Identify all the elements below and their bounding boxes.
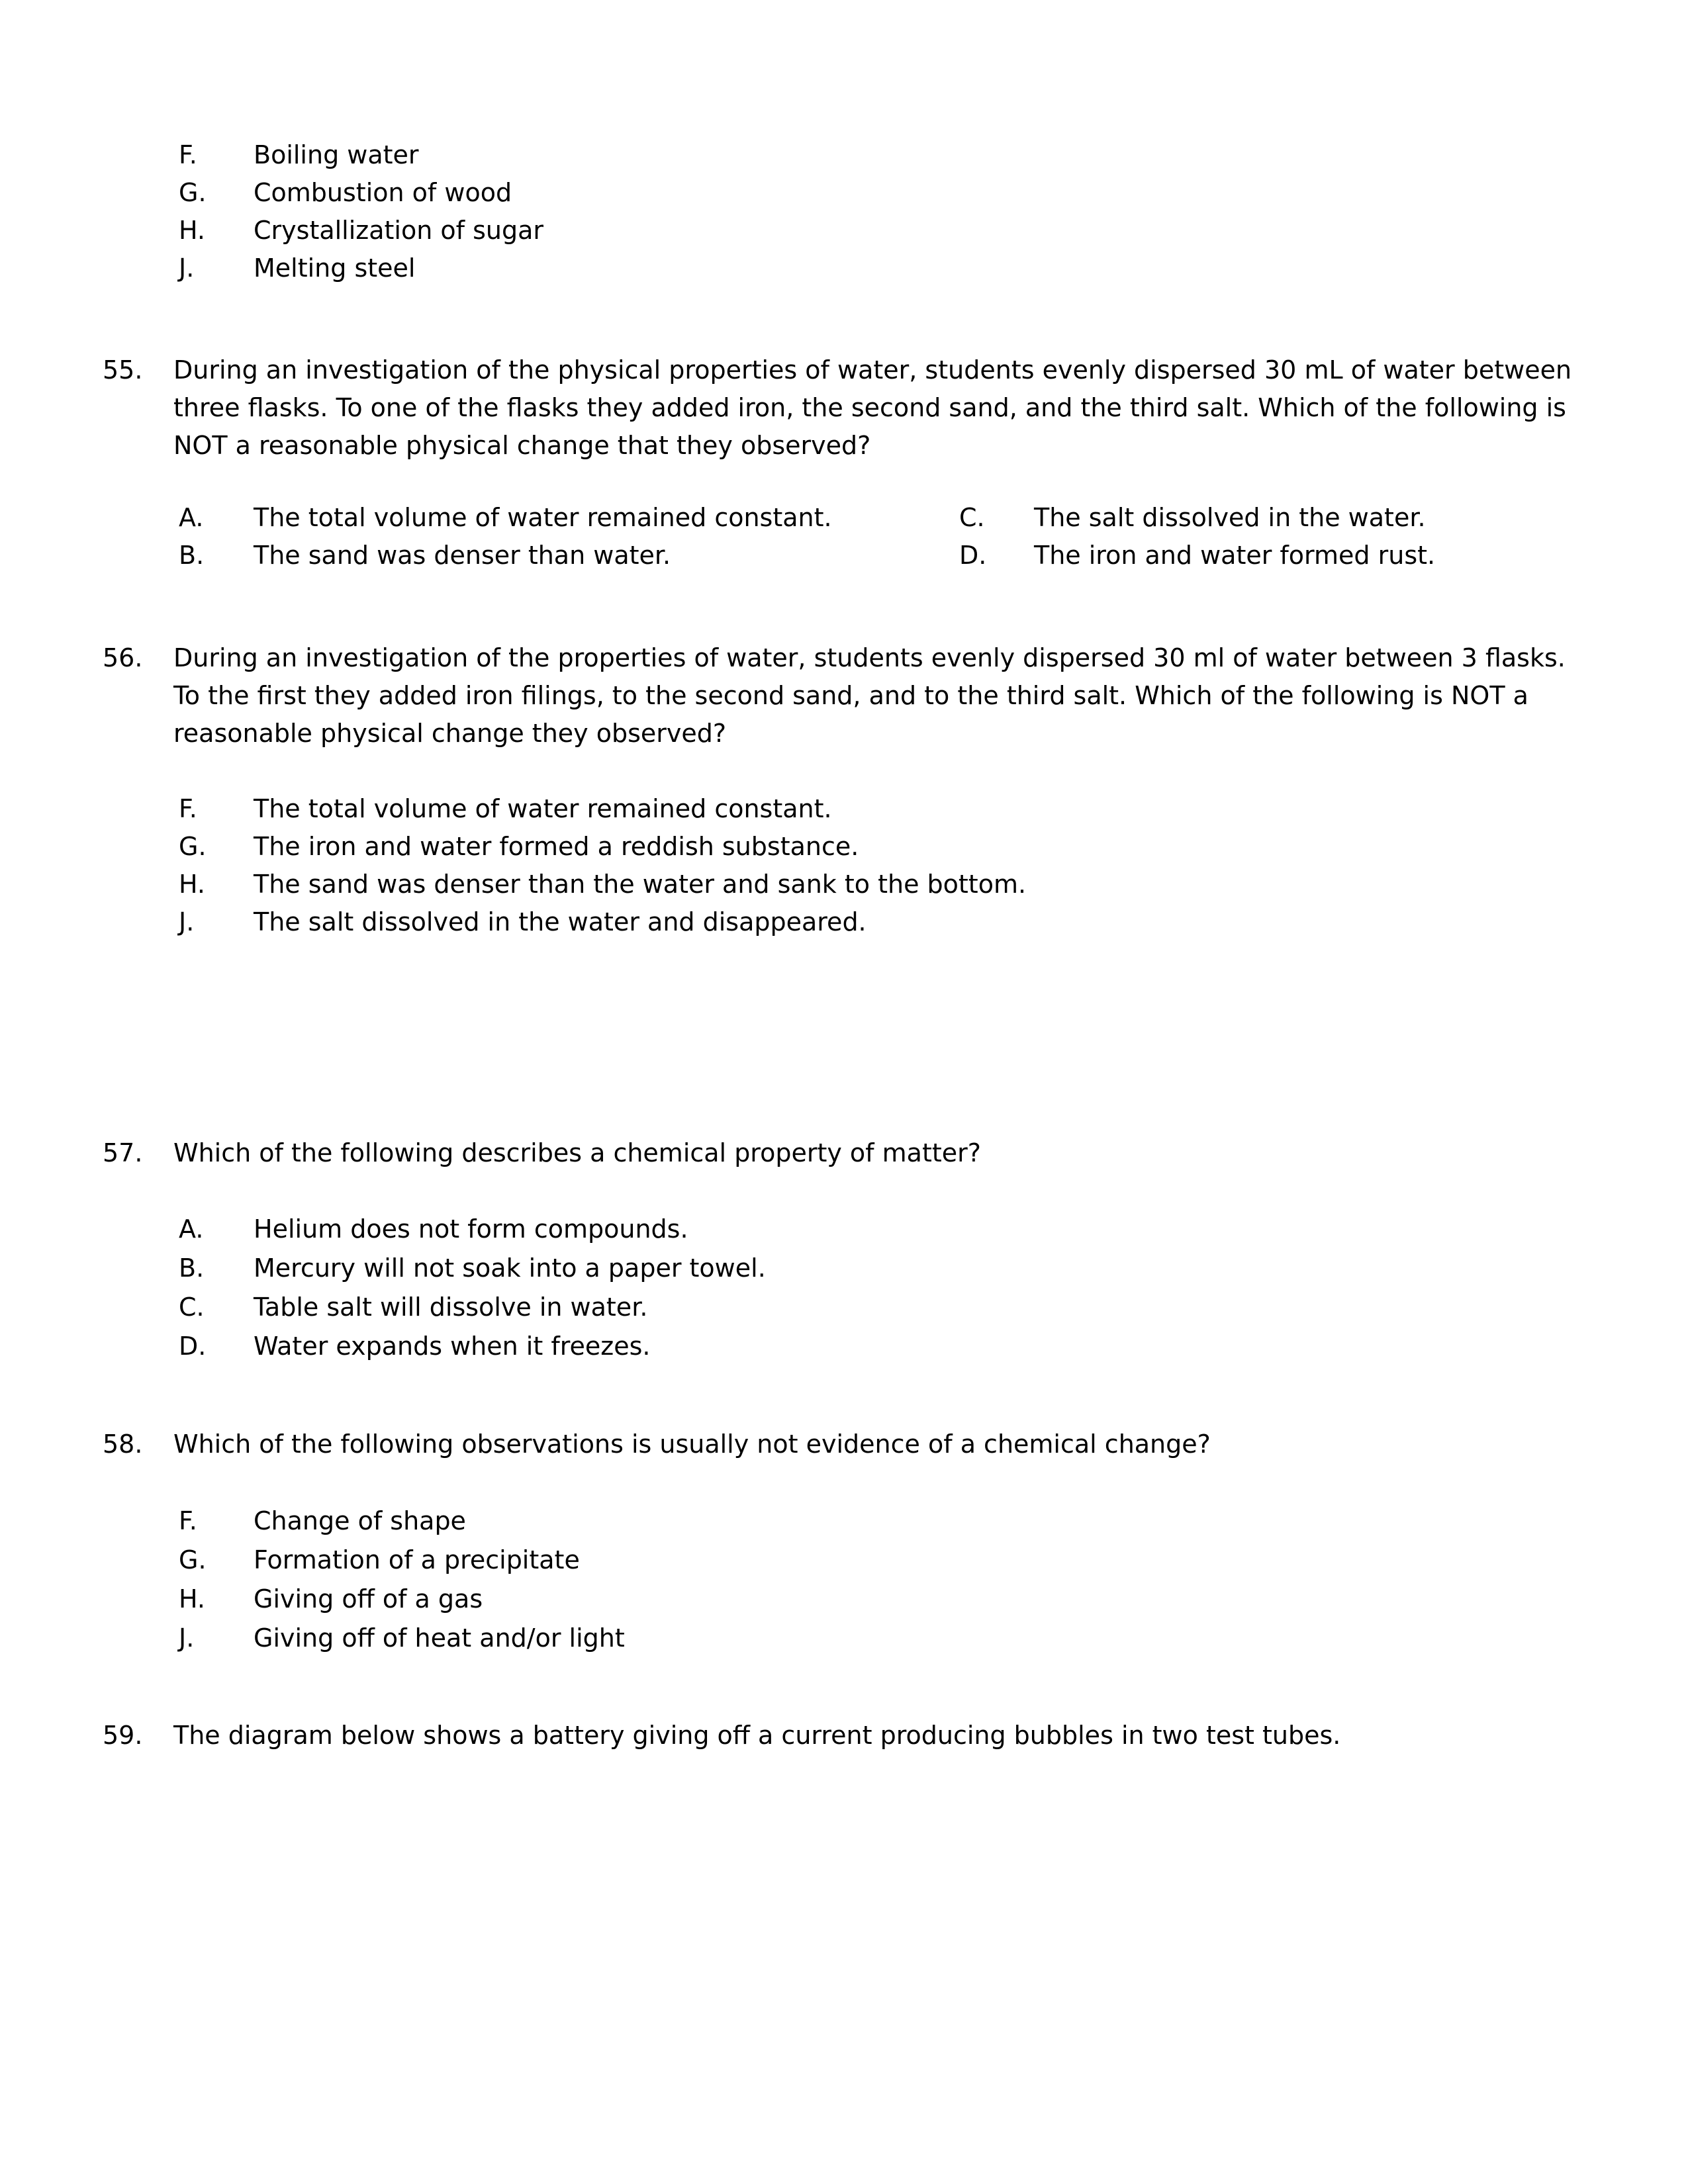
option-text: Giving off of a gas <box>254 1584 483 1614</box>
question-58 <box>103 1426 1590 1463</box>
option-text: Melting steel <box>254 253 416 283</box>
question-text: Which of the following describes a chemical property of matter? <box>173 1138 981 1167</box>
option-row <box>179 1210 766 1249</box>
option-letter: J. <box>179 253 195 283</box>
option-letter: F. <box>179 794 197 823</box>
option-row <box>959 537 1648 574</box>
option-text: The sand was denser than water. <box>254 541 671 570</box>
option-row <box>179 903 1026 941</box>
question-text: The diagram below shows a battery giving off a current producing bubbles in two test tubes. <box>173 1721 1341 1750</box>
option-text: The salt dissolved in the water and disappeared. <box>254 907 867 936</box>
option-text: The iron and water formed a reddish substance. <box>254 832 859 861</box>
option-row <box>179 136 543 174</box>
question-number: 57. <box>103 1138 143 1167</box>
option-text: Boiling water <box>254 140 419 169</box>
option-letter: C. <box>959 503 985 532</box>
question-58-options <box>179 1502 625 1658</box>
option-letter: A. <box>179 1214 204 1244</box>
option-text: Mercury will not soak into a paper towel. <box>254 1253 766 1283</box>
option-text: Crystallization of sugar <box>254 216 544 245</box>
option-letter: C. <box>179 1293 205 1322</box>
option-letter: H. <box>179 216 205 245</box>
option-letter: J. <box>179 907 195 936</box>
option-row <box>959 499 1648 537</box>
question-number: 59. <box>103 1721 143 1750</box>
option-letter: F. <box>179 140 197 169</box>
option-letter: D. <box>179 1332 207 1361</box>
option-row <box>179 1541 625 1580</box>
question-text: During an investigation of the properties of water, students evenly dispersed 30 ml of water between 3 flasks. To the first they added iron filings, to the second sand, and to the third salt. Which of the following is NOT a reasonable physical change they observed? <box>173 643 1566 748</box>
option-row <box>179 866 1026 903</box>
question-54-options <box>179 136 543 287</box>
option-row <box>179 1502 625 1541</box>
option-text: Change of shape <box>254 1506 466 1535</box>
question-text: During an investigation of the physical properties of water, students evenly dispersed 30 mL of water between three flasks. To one of the flasks they added iron, the second sand, and the third salt. Which of the following is NOT a reasonable physical change that they observed? <box>173 355 1572 460</box>
option-letter: A. <box>179 503 204 532</box>
option-text: Formation of a precipitate <box>254 1545 580 1574</box>
option-letter: B. <box>179 541 205 570</box>
option-text: Giving off of heat and/or light <box>254 1623 625 1653</box>
option-letter: G. <box>179 178 207 207</box>
option-letter: B. <box>179 1253 205 1283</box>
option-row <box>179 1580 625 1619</box>
option-row <box>179 174 543 212</box>
question-number: 55. <box>103 355 143 385</box>
option-row <box>179 1619 625 1658</box>
question-number: 58. <box>103 1430 143 1459</box>
option-letter: H. <box>179 870 205 899</box>
option-row <box>179 828 1026 866</box>
option-row <box>179 1327 766 1366</box>
option-letter: J. <box>179 1623 195 1653</box>
question-text: Which of the following observations is usually not evidence of a chemical change? <box>173 1430 1211 1459</box>
option-letter: H. <box>179 1584 205 1614</box>
question-57 <box>103 1134 1590 1172</box>
question-56 <box>103 639 1590 752</box>
option-row <box>179 250 543 287</box>
option-text: Water expands when it freezes. <box>254 1332 651 1361</box>
question-59 <box>103 1717 1590 1754</box>
option-letter: F. <box>179 1506 197 1535</box>
option-text: The total volume of water remained constant. <box>254 794 832 823</box>
option-row <box>179 790 1026 828</box>
option-row <box>179 499 959 537</box>
option-row <box>179 212 543 250</box>
option-letter: D. <box>959 541 987 570</box>
option-text: The iron and water formed rust. <box>1034 541 1436 570</box>
option-row <box>179 537 959 574</box>
option-text: Table salt will dissolve in water. <box>254 1293 648 1322</box>
question-number: 56. <box>103 643 143 672</box>
option-letter: G. <box>179 1545 207 1574</box>
option-row <box>179 1249 766 1288</box>
option-text: Helium does not form compounds. <box>254 1214 688 1244</box>
question-57-options <box>179 1210 766 1366</box>
question-55-options <box>179 499 1648 574</box>
option-text: The total volume of water remained constant. <box>254 503 832 532</box>
option-letter: G. <box>179 832 207 861</box>
option-text: Combustion of wood <box>254 178 512 207</box>
option-row <box>179 1288 766 1327</box>
question-56-options <box>179 790 1026 941</box>
option-text: The salt dissolved in the water. <box>1034 503 1426 532</box>
option-text: The sand was denser than the water and sank to the bottom. <box>254 870 1027 899</box>
question-55 <box>103 351 1590 465</box>
